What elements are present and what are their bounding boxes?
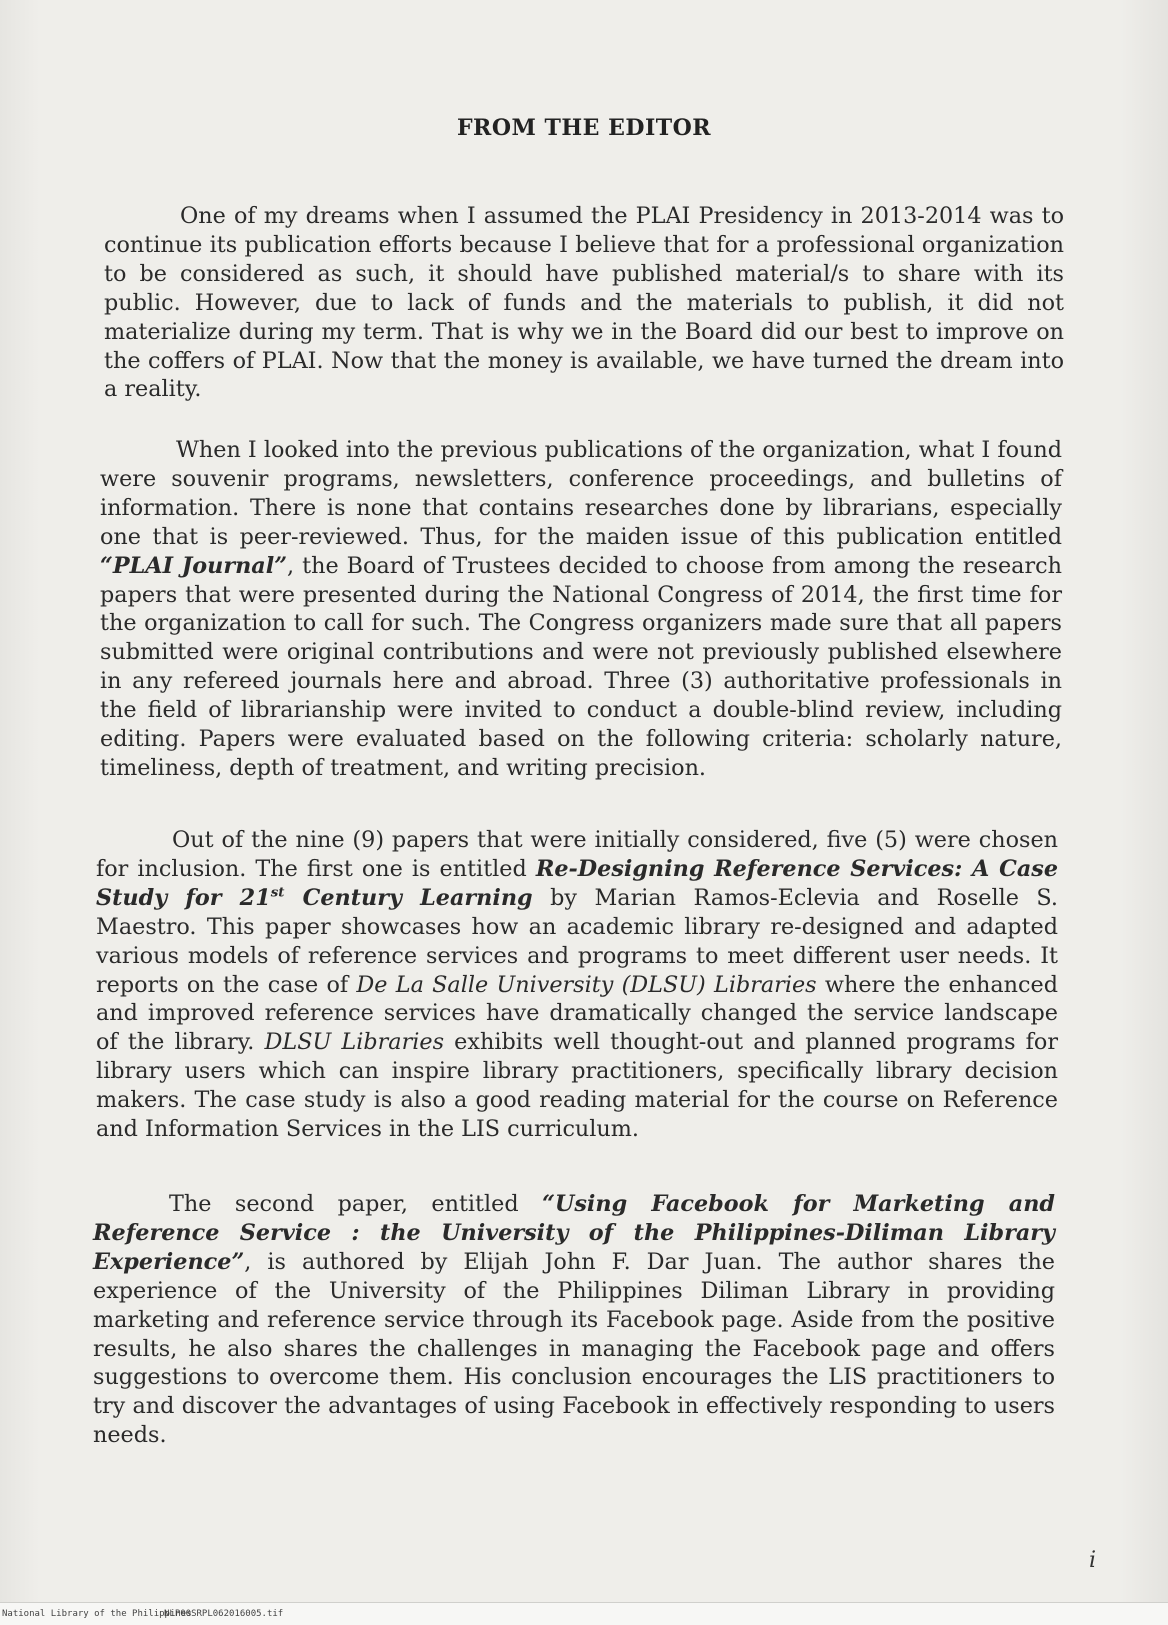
journal-title: “PLAI Journal”: [100, 552, 288, 579]
dlsu-libraries-short: DLSU Libraries: [264, 1029, 445, 1056]
paragraph-3-text-c: where the enhanced and improved reference services have dramatically changed the service landscape of the library.: [96, 971, 1058, 1056]
footer-source: National Library of the Philippines: [2, 1609, 192, 1619]
paragraph-1: One of my dreams when I assumed the PLAI Presidency in 2013-2014 was to continue its publication efforts because I believe that for a professional organization to be considered as such, it should have published material/s to share with its public. However, due to lack of funds and the materials to publish, it did not materialize during my term. That is why we in the Board did our best to improve on the coffers of PLAI. Now that the money is available, we have turned the dream into a reality.: [104, 203, 1064, 403]
first-paper-title-part-b: Century Learning: [284, 884, 533, 911]
page-number: i: [1088, 1548, 1096, 1573]
paragraph-2: [100, 436, 1062, 783]
paragraph-2-text-b: , the Board of Trustees decided to choose from among the research papers that were presented during the National Congress of 2014, the first time for the organization to call for such. The Congress organizers made sure that all papers submitted were original contributions and were not previously published elsewhere in any refereed journals here and abroad. Three (3) authoritative professionals in the field of librarianship were invited to conduct a double-blind review, including editing. Papers were evaluated based on the following criteria: scholarly nature, timeliness, depth of treatment, and writing precision.: [100, 552, 1062, 781]
first-paper-title-superscript: st: [270, 884, 285, 901]
paragraph-3-text-b: by Marian Ramos-Eclevia and Roselle S. Maestro. This paper showcases how an academic library re-designed and adapted various models of reference services and programs to meet different user needs. It reports on the case of: [96, 884, 1059, 998]
footer-filename: NLP00SRPL062016005.tif: [164, 1609, 284, 1619]
paragraph-3: [96, 826, 1058, 1144]
paragraph-3-text-d: exhibits well thought-out and planned programs for library users which can inspire library practitioners, specifically library decision makers. The case study is also a good reading material for the course on Reference and Information Services in the LIS curriculum.: [96, 1029, 1059, 1143]
paragraph-4-text-b: , is authored by Elijah John F. Dar Juan. The author shares the experience of the University of the Philippines Diliman Library in providing marketing and reference service through its Facebook page. Aside from the positive results, he also shares the challenges in managing the Facebook page and offers suggestions to overcome them. His conclusion encourages the LIS practitioners to try and discover the advantages of using Facebook in effectively responding to users needs.: [93, 1248, 1055, 1449]
dlsu-libraries-name: De La Salle University (DLSU) Libraries: [356, 971, 817, 998]
scan-footer: [0, 1602, 1168, 1625]
paragraph-4-text-a: The second paper, entitled: [169, 1191, 543, 1217]
first-paper-title-part-a: Re-Designing Reference Services: A Case Study for 21: [96, 855, 1059, 911]
page-title: FROM THE EDITOR: [456, 115, 712, 141]
paragraph-4: [93, 1190, 1055, 1450]
paragraph-3-text-a: Out of the nine (9) papers that were initially considered, five (5) were chosen for inclusion. The first one is entitled: [96, 827, 1058, 882]
second-paper-title: “Using Facebook for Marketing and Reference Service : the University of the Philippines-Diliman Library Experience”: [93, 1191, 1055, 1275]
paragraph-2-text-a: When I looked into the previous publications of the organization, what I found were souvenir programs, newsletters, conference proceedings, and bulletins of information. There is none that contains researches done by librarians, especially one that is peer-reviewed. Thus, for the maiden issue of this publication entitled: [100, 437, 1062, 550]
